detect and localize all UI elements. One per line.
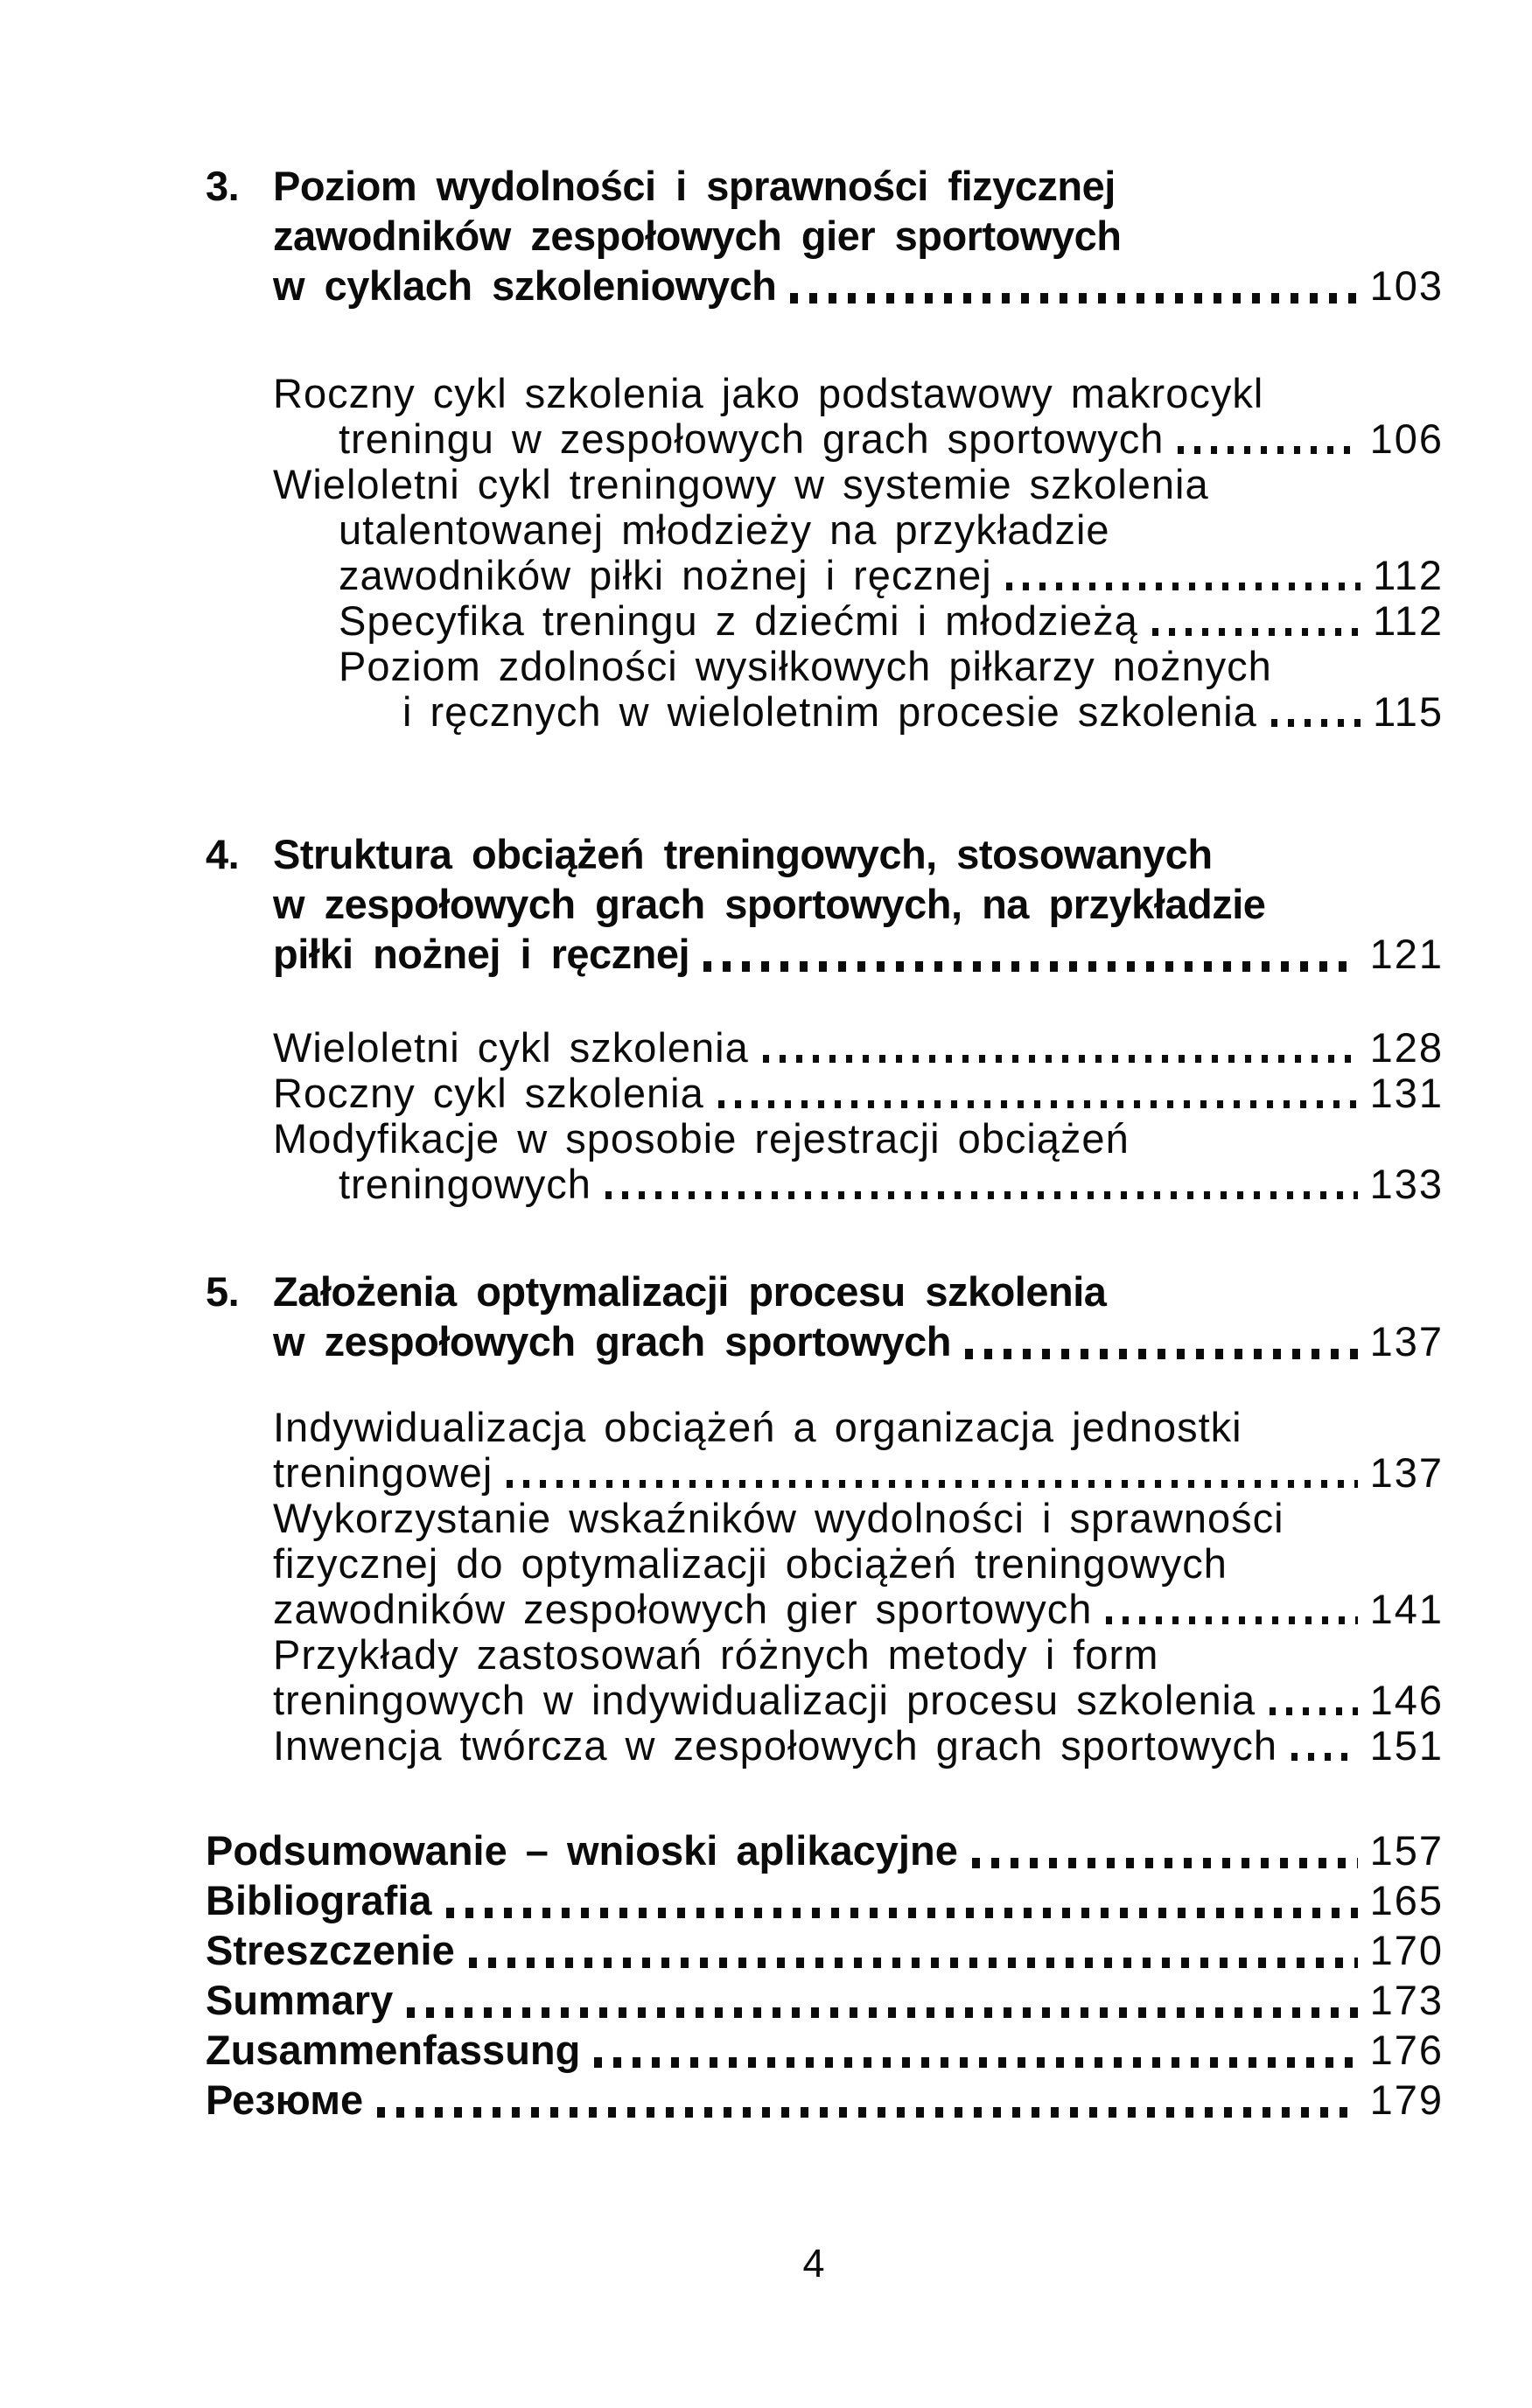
- dot-leader: [1152, 628, 1361, 636]
- dot-leader: [507, 1480, 1357, 1488]
- toc-line-label: Inwencja twórcza w zespołowych grach sportowych: [273, 1722, 1278, 1769]
- toc-line: [206, 1450, 1444, 1496]
- toc-block-entries: [206, 1025, 1444, 1207]
- toc-block-entries: [206, 371, 1444, 735]
- toc-line-label: Резюме: [206, 2076, 364, 2123]
- dot-leader: [377, 2107, 1357, 2118]
- toc-line: [206, 1975, 1444, 2025]
- toc-page-ref: 176: [1369, 2027, 1444, 2073]
- page-number: 4: [802, 2241, 825, 2286]
- toc-line: [206, 416, 1444, 462]
- toc-line-label: treningowej: [273, 1449, 493, 1496]
- dot-leader: [703, 961, 1358, 972]
- toc-line: [206, 1405, 1444, 1450]
- toc-line: [206, 462, 1444, 507]
- dot-leader: [718, 1100, 1358, 1108]
- toc-line-label: fizycznej do optymalizacji obciążeń treningowych: [273, 1540, 1228, 1587]
- toc-line: [206, 371, 1444, 416]
- toc-line: [206, 1587, 1444, 1632]
- toc-line-label: Roczny cykl szkolenia jako podstawowy makrocykl: [273, 370, 1264, 416]
- toc-line-label: Poziom wydolności i sprawności fizycznej: [273, 163, 1116, 209]
- toc-line: [206, 161, 1444, 211]
- dot-leader: [972, 1858, 1358, 1868]
- dot-leader: [763, 1055, 1358, 1063]
- toc-page-ref: 112: [1373, 597, 1444, 644]
- dot-leader: [594, 2057, 1357, 2068]
- toc-line: [206, 929, 1444, 979]
- toc-line-label: Przykłady zastosowań różnych metody i form: [273, 1631, 1159, 1678]
- toc-line: [206, 829, 1444, 879]
- toc-line: [206, 1025, 1444, 1071]
- toc-page-ref: 165: [1369, 1877, 1444, 1923]
- toc: [206, 161, 1444, 2125]
- toc-line-label: piłki nożnej i ręcznej: [273, 931, 690, 977]
- toc-line-label: Struktura obciążeń treningowych, stosowanych: [273, 831, 1213, 877]
- dot-leader: [1106, 1616, 1357, 1624]
- toc-line-label: w zespołowych grach sportowych: [273, 1318, 951, 1365]
- toc-line: [206, 1496, 1444, 1541]
- toc-line: [206, 689, 1444, 735]
- toc-line-label: Założenia optymalizacji procesu szkolenia: [273, 1268, 1107, 1315]
- dot-leader: [965, 1349, 1358, 1359]
- toc-page-ref: 106: [1369, 415, 1444, 462]
- dot-leader: [1291, 1753, 1358, 1761]
- toc-line: [206, 1825, 1444, 1875]
- toc-block-heading: [206, 829, 1444, 979]
- toc-line-label: treningu w zespołowych grach sportowych: [339, 415, 1165, 462]
- toc-page-ref: 137: [1369, 1318, 1444, 1365]
- dot-leader: [1178, 446, 1357, 454]
- toc-line-label: zawodników zespołowych gier sportowych: [273, 213, 1122, 259]
- dot-leader: [1271, 719, 1361, 727]
- toc-line: [206, 211, 1444, 261]
- toc-page-ref: 141: [1369, 1586, 1444, 1632]
- toc-block-footer: [206, 1825, 1444, 2125]
- toc-line: [206, 1678, 1444, 1723]
- toc-line: [206, 598, 1444, 644]
- toc-line: [206, 1116, 1444, 1162]
- toc-line-label: Summary: [206, 1977, 394, 2023]
- dot-leader: [1006, 583, 1361, 590]
- dot-leader: [446, 1908, 1358, 1918]
- toc-page-ref: 103: [1369, 262, 1444, 309]
- toc-page-ref: 131: [1369, 1070, 1444, 1116]
- toc-line-label: treningowych: [339, 1161, 591, 1207]
- toc-line: [206, 507, 1444, 553]
- toc-line-label: w cyklach szkoleniowych: [273, 262, 777, 309]
- toc-page-ref: 157: [1369, 1827, 1444, 1874]
- toc-line-label: Wykorzystanie wskaźników wydolności i sprawności: [273, 1495, 1284, 1541]
- toc-line-label: Wieloletni cykl szkolenia: [273, 1024, 749, 1071]
- section-number: 4.: [206, 831, 240, 877]
- toc-line-label: Modyfikacje w sposobie rejestracji obciążeń: [273, 1115, 1130, 1162]
- toc-line-label: i ręcznych w wieloletnim procesie szkolenia: [402, 688, 1257, 735]
- toc-page-ref: 137: [1369, 1449, 1444, 1496]
- toc-line-label: Zusammenfassung: [206, 2027, 581, 2073]
- toc-page-ref: 173: [1369, 1977, 1444, 2023]
- toc-line-label: Specyfika treningu z dziećmi i młodzieżą: [339, 597, 1138, 644]
- toc-line: [206, 1316, 1444, 1366]
- toc-line-label: Roczny cykl szkolenia: [273, 1070, 704, 1116]
- dot-leader: [469, 1958, 1358, 1968]
- toc-line-label: Bibliografia: [206, 1877, 432, 1923]
- toc-page-ref: 146: [1369, 1677, 1444, 1723]
- toc-line: [206, 1071, 1444, 1116]
- toc-line-label: Podsumowanie – wnioski aplikacyjne: [206, 1827, 958, 1874]
- toc-block-heading: [206, 161, 1444, 311]
- toc-line-label: zawodników piłki nożnej i ręcznej: [339, 552, 992, 598]
- toc-line-label: zawodników zespołowych gier sportowych: [273, 1586, 1093, 1632]
- toc-line: [206, 1541, 1444, 1587]
- toc-line: [206, 2025, 1444, 2075]
- toc-page-ref: 112: [1373, 552, 1444, 598]
- toc-line: [206, 1267, 1444, 1316]
- toc-line: [206, 553, 1444, 598]
- toc-page-ref: 133: [1369, 1161, 1444, 1207]
- toc-line: [206, 1632, 1444, 1678]
- toc-line: [206, 1723, 1444, 1769]
- toc-page-ref: 128: [1369, 1024, 1444, 1071]
- section-number: 5.: [206, 1268, 240, 1315]
- toc-line: [206, 1162, 1444, 1207]
- toc-line: [206, 644, 1444, 689]
- toc-line-label: w zespołowych grach sportowych, na przykładzie: [273, 881, 1266, 927]
- toc-line-label: Indywidualizacja obciążeń a organizacja jednostki: [273, 1404, 1242, 1450]
- section-number: 3.: [206, 163, 240, 209]
- toc-line: [206, 1875, 1444, 1925]
- toc-page-ref: 179: [1369, 2076, 1444, 2123]
- dot-leader: [605, 1191, 1358, 1199]
- dot-leader: [407, 2007, 1357, 2018]
- toc-line-label: treningowych w indywidualizacji procesu szkolenia: [273, 1677, 1256, 1723]
- toc-page-ref: 115: [1373, 688, 1444, 735]
- toc-line: [206, 2075, 1444, 2125]
- toc-line-label: Poziom zdolności wysiłkowych piłkarzy nożnych: [339, 643, 1272, 689]
- toc-line-label: Streszczenie: [206, 1927, 455, 1973]
- dot-leader: [790, 293, 1357, 304]
- toc-line-label: utalentowanej młodzieży na przykładzie: [339, 506, 1110, 553]
- toc-block-heading: [206, 1267, 1444, 1366]
- toc-block-entries: [206, 1405, 1444, 1769]
- toc-page-ref: 121: [1369, 931, 1444, 977]
- dot-leader: [1270, 1707, 1357, 1715]
- toc-line-label: Wieloletni cykl treningowy w systemie szkolenia: [273, 461, 1209, 507]
- toc-page-ref: 151: [1369, 1722, 1444, 1769]
- toc-page-ref: 170: [1369, 1927, 1444, 1973]
- toc-line: [206, 1925, 1444, 1975]
- toc-line: [206, 879, 1444, 929]
- toc-line: [206, 261, 1444, 311]
